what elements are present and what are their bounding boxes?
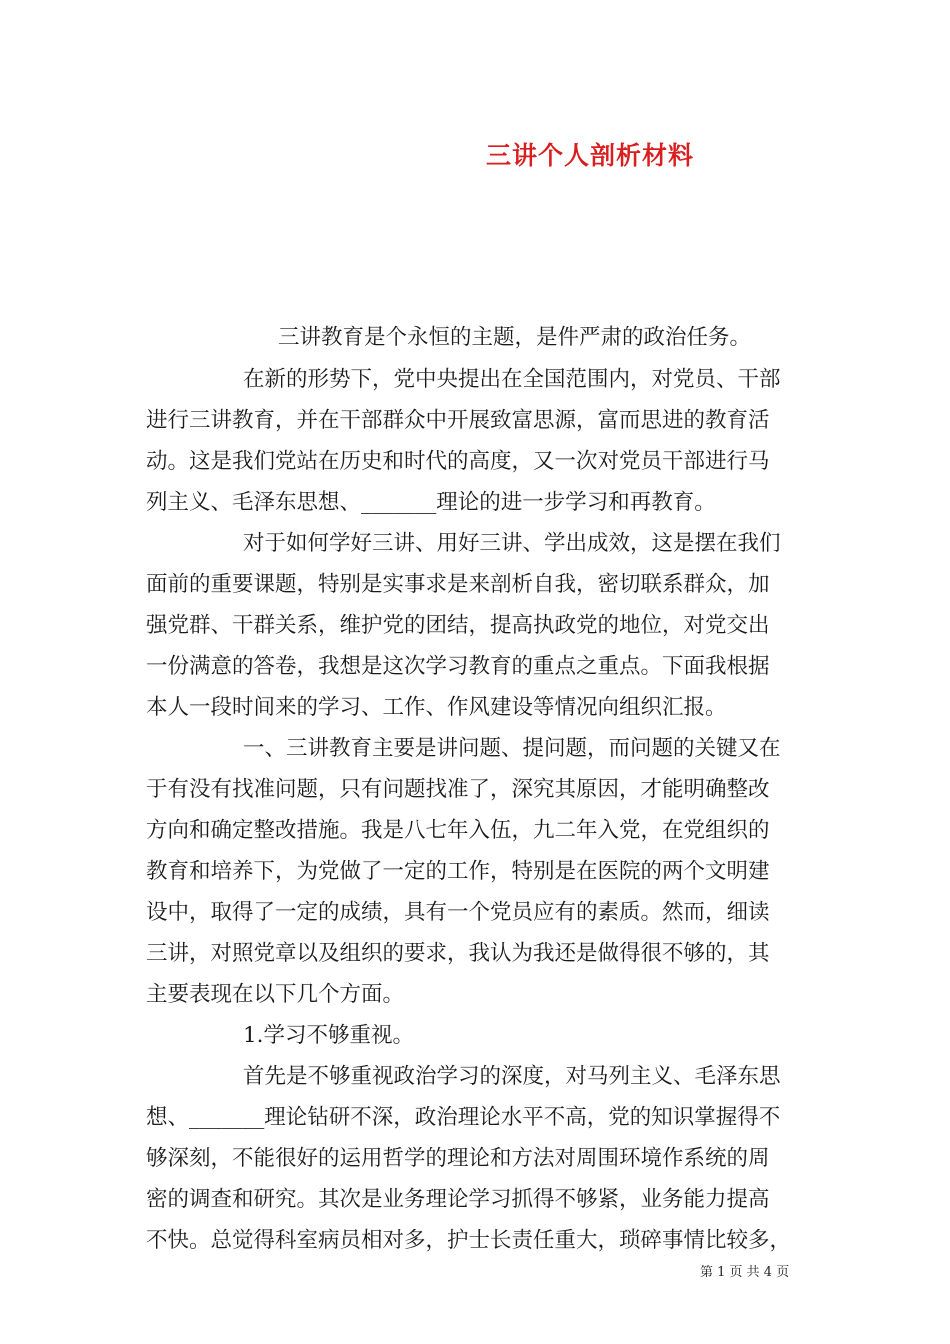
paragraph-line: 列主义、毛泽东思想、_______理论的进一步学习和再教育。 bbox=[146, 490, 716, 515]
document-title: 三讲个人剖析材料 bbox=[485, 141, 694, 170]
paragraph-line: 教育和培养下，为党做了一定的工作，特别是在医院的两个文明建 bbox=[146, 859, 770, 884]
paragraph-line: 对于如何学好三讲、用好三讲、学出成效，这是摆在我们 bbox=[243, 531, 781, 556]
page-footer: 第 1 页 共 4 页 bbox=[700, 1265, 790, 1280]
paragraph-line: 进行三讲教育，并在干部群众中开展致富思源，富而思进的教育活 bbox=[146, 408, 770, 433]
paragraph-line: 想、_______理论钻研不深，政治理论水平不高，党的知识掌握得不 bbox=[146, 1105, 781, 1130]
section-heading: 1.学习不够重视。 bbox=[243, 1023, 415, 1048]
paragraph-line: 动。这是我们党站在历史和时代的高度，又一次对党员干部进行马 bbox=[146, 449, 770, 474]
paragraph-line: 主要表现在以下几个方面。 bbox=[146, 982, 405, 1007]
paragraph-line: 面前的重要课题，特别是实事求是来剖析自我，密切联系群众，加 bbox=[146, 572, 770, 597]
paragraph-line: 于有没有找准问题，只有问题找准了，深究其原因，才能明确整改 bbox=[146, 777, 770, 802]
paragraph-line: 一、三讲教育主要是讲问题、提问题，而问题的关键又在 bbox=[243, 736, 781, 761]
paragraph-line: 强党群、干群关系，维护党的团结，提高执政党的地位，对党交出 bbox=[146, 613, 770, 638]
paragraph-line: 本人一段时间来的学习、工作、作风建设等情况向组织汇报。 bbox=[146, 695, 727, 720]
paragraph-line: 首先是不够重视政治学习的深度，对马列主义、毛泽东思 bbox=[243, 1064, 781, 1089]
paragraph-line: 够深刻，不能很好的运用哲学的理论和方法对周围环境作系统的周 bbox=[146, 1146, 770, 1171]
paragraph-line: 不快。总觉得科室病员相对多，护士长责任重大，琐碎事情比较多， bbox=[146, 1228, 792, 1253]
paragraph-line: 设中，取得了一定的成绩，具有一个党员应有的素质。然而，细读 bbox=[146, 900, 770, 925]
paragraph-line: 密的调查和研究。其次是业务理论学习抓得不够紧，业务能力提高 bbox=[146, 1187, 770, 1212]
paragraph-line: 三讲教育是个永恒的主题，是件严肃的政治任务。 bbox=[278, 325, 752, 350]
paragraph-line: 一份满意的答卷，我想是这次学习教育的重点之重点。下面我根据 bbox=[146, 654, 770, 679]
paragraph-line: 方向和确定整改措施。我是八七年入伍，九二年入党，在党组织的 bbox=[146, 818, 770, 843]
paragraph-line: 三讲，对照党章以及组织的要求，我认为我还是做得很不够的，其 bbox=[146, 941, 770, 966]
paragraph-line: 在新的形势下，党中央提出在全国范围内，对党员、干部 bbox=[243, 367, 781, 392]
